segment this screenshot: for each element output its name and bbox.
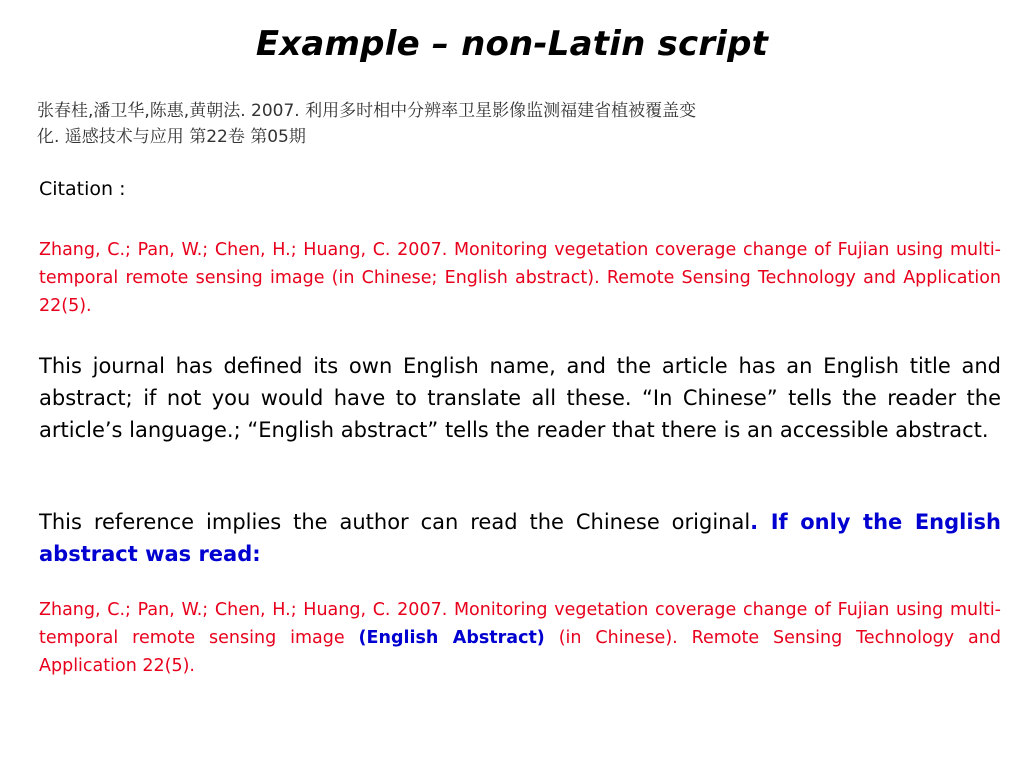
implication-paragraph bbox=[39, 506, 1001, 570]
chinese-reference-image bbox=[37, 98, 857, 150]
citation-label: Citation : bbox=[39, 178, 126, 200]
citation-2-after: (in Chinese). Remote Sensing Technology and Application 22(5). bbox=[39, 628, 1001, 676]
citation-2-before: Zhang, C.; Pan, W.; Chen, H.; Huang, C. 2007. Monitoring vegetation coverage change of Fujian using multi-temporal remote sensing image bbox=[39, 600, 1001, 648]
citation-1: Zhang, C.; Pan, W.; Chen, H.; Huang, C. 2007. Monitoring vegetation coverage change of Fujian using multi-temporal remote sensing image (in Chinese; English abstract). Remote Sensing Technology and Application 22(5). bbox=[39, 240, 1001, 316]
chinese-reference-line-2: 化. 遥感技术与应用 第22卷 第05期 bbox=[37, 127, 306, 147]
chinese-reference-line-1: 张春桂,潘卫华,陈惠,黄朝法. 2007. 利用多时相中分辨率卫星影像监测福建省植被覆盖变 bbox=[37, 101, 697, 121]
citation-2 bbox=[39, 596, 1001, 680]
implication-text: This reference implies the author can read the Chinese original bbox=[39, 510, 751, 534]
implication-highlight: . If only the English abstract was read: bbox=[39, 510, 1001, 566]
citation-2-highlight: (English Abstract) bbox=[358, 628, 545, 648]
slide-title: Example – non-Latin script bbox=[255, 24, 769, 64]
explanation-paragraph: This journal has defined its own English name, and the article has an English title and abstract; if not you would have to translate all these. “In Chinese” tells the reader the article’s language.; “English abstract” tells the reader that there is an accessible abstract. bbox=[39, 354, 1001, 442]
